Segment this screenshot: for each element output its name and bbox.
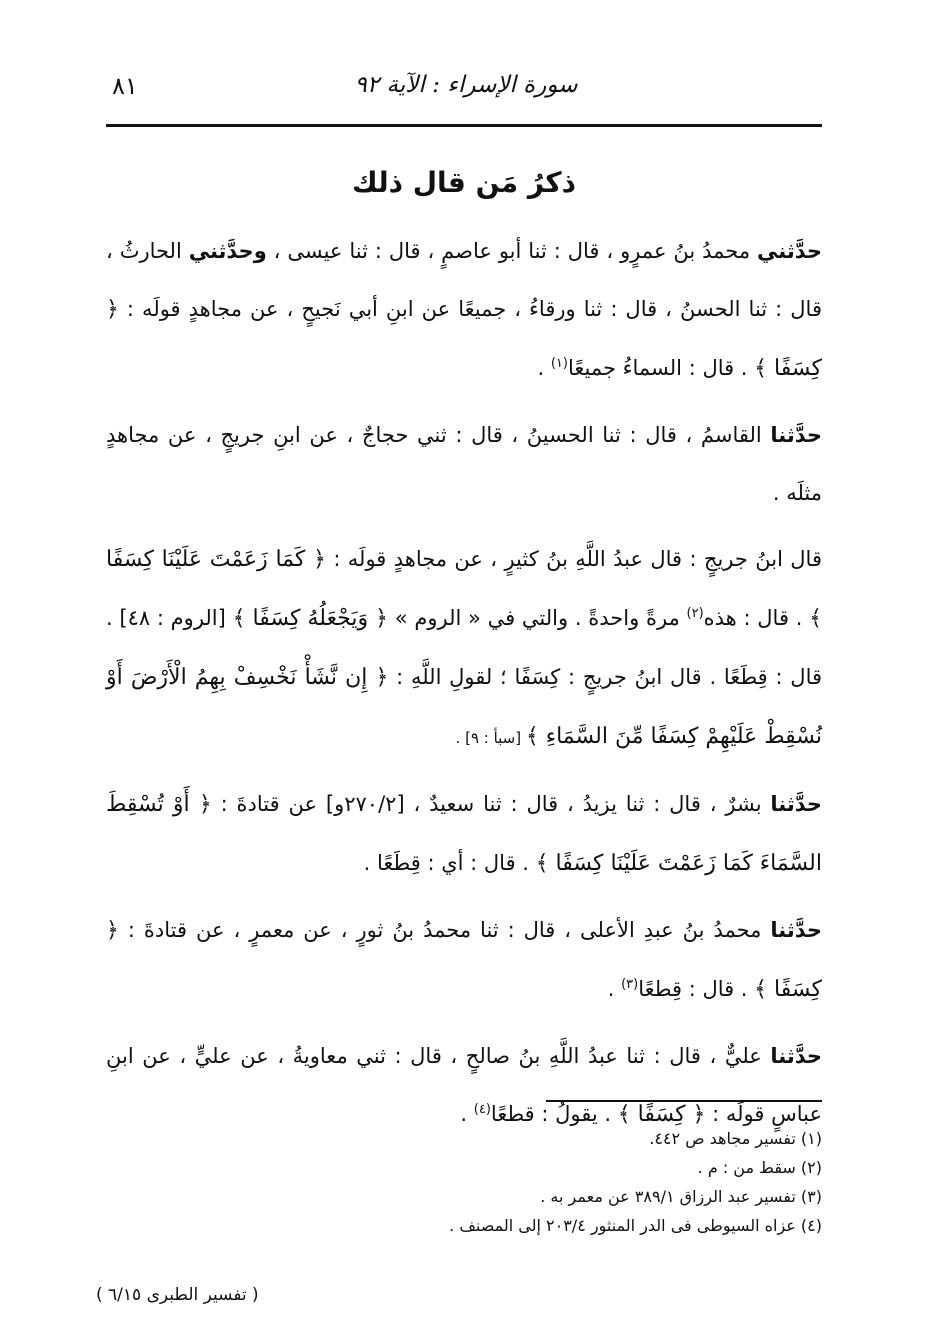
footnote-marker: (٢) — [686, 606, 704, 621]
paragraph-text: [الروم : ٤٨] . قال : قِطَعًا . قال ابنُ جريجٍ : كِسَفًا ؛ لقولِ اللَّهِ : — [106, 606, 823, 689]
paragraph-text: . يقولُ : قطعًا — [490, 1102, 618, 1126]
paragraph-lead: وحدَّثني — [188, 239, 267, 263]
paragraph-text: . قال : قِطعًا — [638, 977, 755, 1001]
quran-quote: ﴿ كَمَا زَعَمْتَ عَلَيْنَا كِسَفًا ﴾ — [106, 547, 822, 631]
paragraph-text: مرةً واحدةً . والتي في « الروم » — [388, 606, 687, 630]
paragraph-text: الحارثُ ، قال : ثنا الحسنُ ، قال : ثنا ورقاءُ ، جميعًا عن ابنِ أبي نَجيحٍ ، عن مجاهدٍ قولَه : — [106, 239, 822, 321]
quran-quote: ﴿ وَيَجْعَلُهُ كِسَفًا ﴾ — [232, 606, 389, 631]
page-number: ٨١ — [112, 72, 138, 100]
paragraph-4 — [106, 775, 822, 893]
paragraph-1 — [106, 222, 822, 398]
quran-quote: ﴿ إِن نَّشَأْ نَخْسِفْ بِهِمُ الْأَرْضَ أَوْ نُسْقِطْ عَلَيْهِمْ كِسَفًا مِّنَ السَّمَاءِ ﴾ — [106, 665, 822, 749]
footnote-marker: (٤) — [473, 1102, 491, 1117]
running-title: سورة الإسراء : الآية ٩٢ — [354, 72, 578, 98]
page-header — [106, 58, 822, 127]
paragraph-text: . — [460, 1102, 474, 1126]
footnote: (٣) تفسير عبد الرزاق ٣٨٩/١ عن معمر به . — [540, 1187, 822, 1206]
paragraph-3 — [106, 530, 822, 767]
paragraph-text: بشرٌ ، قال : ثنا يزيدُ ، قال : ثنا سعيدٌ ، [٢٧٠/٢و] عن قتادةَ : — [211, 792, 771, 816]
paragraph-lead: حدَّثنا — [770, 1044, 822, 1068]
paragraph-text: . — [537, 356, 551, 380]
footnote-separator — [546, 1100, 822, 1102]
paragraph-2 — [106, 406, 822, 522]
paragraph-text: . قال : أي : قِطَعًا . — [363, 851, 536, 875]
paragraph-text: . قال : هذه — [703, 606, 810, 630]
footnote: (١) تفسير مجاهد ص ٤٤٢. — [649, 1129, 822, 1148]
signature-line: ( تفسير الطبرى ٦/١٥ ) — [96, 1285, 259, 1305]
paragraph-lead: حدَّثنا — [770, 423, 822, 447]
footnote: (٤) عزاه السيوطى فى الدر المنثور ٢٠٣/٤ إلى المصنف . — [449, 1216, 822, 1235]
quran-quote: ﴿ كِسَفًا ﴾ — [106, 297, 822, 381]
section-title: ذكرُ مَن قال ذلك — [352, 166, 576, 199]
paragraph-text: محمدُ بنُ عبدِ الأعلى ، قال : ثنا محمدُ بنُ ثورٍ ، عن معمرٍ ، عن قتادةَ : — [118, 918, 771, 942]
quran-quote: ﴿ أَوْ تُسْقِطَ السَّمَاءَ كَمَا زَعَمْتَ عَلَيْنَا كِسَفًا ﴾ — [106, 792, 822, 876]
paragraph-text: قال ابنُ جريجٍ : قال عبدُ اللَّهِ بنُ كثيرٍ ، عن مجاهدٍ قولَه : — [325, 547, 822, 571]
verse-reference: [سبأ : ٩] . — [455, 729, 526, 747]
footnotes — [106, 1124, 822, 1240]
paragraph-text: عليٌّ ، قال : ثنا عبدُ اللَّهِ بنُ صالحٍ ، قال : ثني معاويةُ ، عن عليٍّ ، عن ابنِ عباسٍ قولَه : — [106, 1044, 822, 1126]
paragraph-text: محمدُ بنُ عمرٍو ، قال : ثنا أبو عاصمٍ ، قال : ثنا عيسى ، — [266, 239, 758, 263]
footnote-marker: (١) — [550, 356, 568, 371]
footnote: (٢) سقط من : م . — [697, 1158, 822, 1177]
body-text — [106, 222, 822, 1152]
quran-quote: ﴿ كِسَفًا ﴾ — [617, 1102, 706, 1127]
paragraph-lead: حدَّثني — [757, 239, 822, 263]
paragraph-lead: حدَّثنا — [770, 918, 822, 942]
paragraph-text: . — [607, 977, 622, 1001]
quran-quote: ﴿ كِسَفًا ﴾ — [106, 918, 822, 1002]
paragraph-lead: حدَّثنا — [770, 792, 823, 816]
paragraph-5 — [106, 901, 822, 1019]
footnote-marker: (٣) — [621, 977, 639, 992]
paragraph-text: القاسمُ ، قال : ثنا الحسينُ ، قال : ثني حجاجٌ ، عن ابنِ جريجٍ ، عن مجاهدٍ مثلَه . — [106, 423, 822, 505]
paragraph-text: . قال : السماءُ جميعًا — [567, 356, 755, 380]
